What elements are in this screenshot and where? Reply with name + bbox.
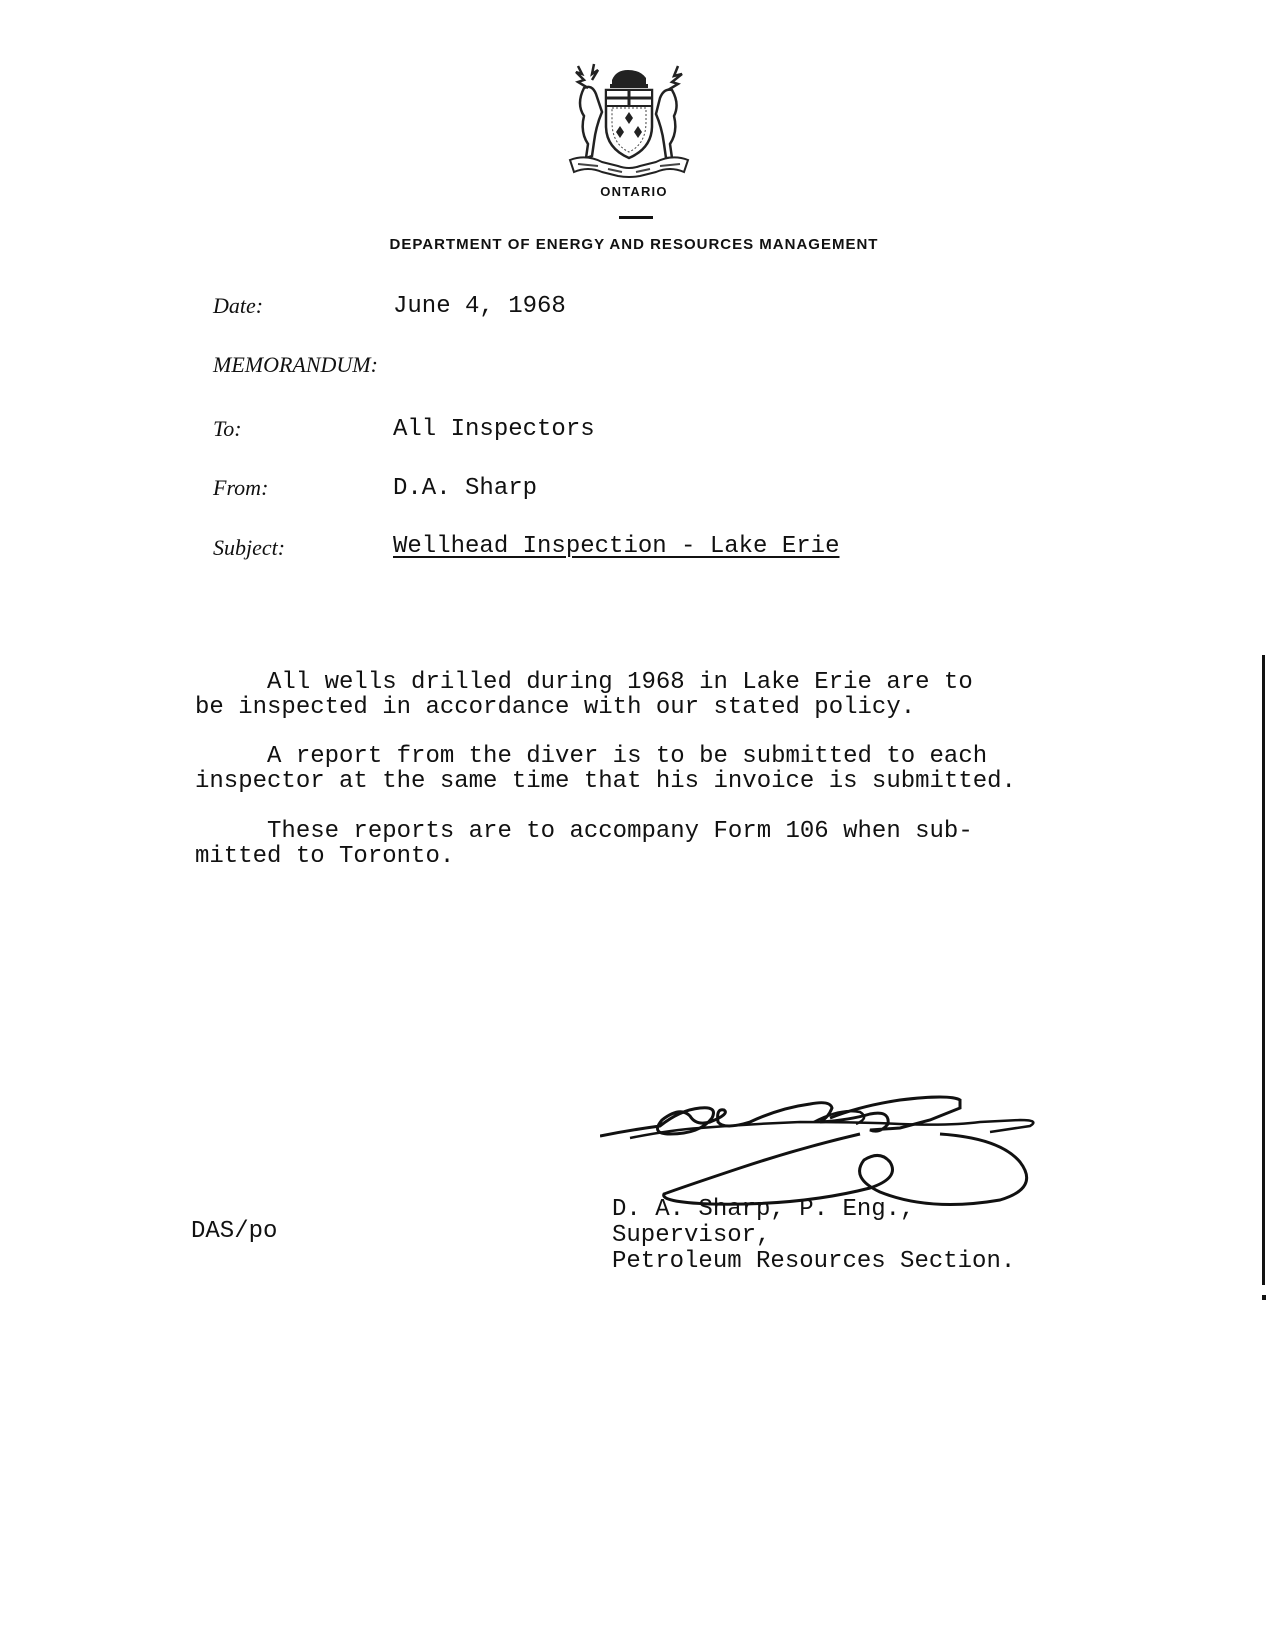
body-paragraph: All wells drilled during 1968 in Lake Erie are to be inspected in accordance with our stated policy.: [195, 669, 973, 721]
to-value: All Inspectors: [393, 416, 595, 443]
to-label: To:: [213, 416, 242, 441]
signature-block: [612, 1197, 1015, 1275]
memorandum-label: MEMORANDUM:: [213, 352, 378, 377]
department-name: DEPARTMENT OF ENERGY AND RESOURCES MANAGEMENT: [389, 236, 879, 253]
from-value: D.A. Sharp: [393, 475, 538, 502]
signer-title: Supervisor,: [612, 1222, 771, 1249]
subject-value: Wellhead Inspection - Lake Erie: [393, 533, 840, 560]
scan-edge-line: [1262, 655, 1265, 1285]
handwritten-signature-icon: [600, 1078, 1060, 1208]
from-label: From:: [213, 475, 269, 500]
province-name: ONTARIO: [600, 184, 668, 199]
signer-name: D. A. Sharp, P. Eng.,: [612, 1196, 915, 1223]
body-paragraph: A report from the diver is to be submitted to each inspector at the same time that his invoice is submitted.: [195, 743, 1016, 795]
subject-label: Subject:: [213, 535, 286, 560]
typist-initials: DAS/po: [191, 1218, 278, 1245]
date-label: Date:: [213, 293, 264, 318]
letterhead-divider: [619, 216, 653, 219]
scan-edge-dot: [1262, 1295, 1266, 1300]
body-paragraph: These reports are to accompany Form 106 when sub- mitted to Toronto.: [195, 818, 973, 870]
signer-section: Petroleum Resources Section.: [612, 1248, 1016, 1275]
ontario-coat-of-arms-icon: [566, 60, 692, 178]
date-value: June 4, 1968: [393, 293, 566, 320]
